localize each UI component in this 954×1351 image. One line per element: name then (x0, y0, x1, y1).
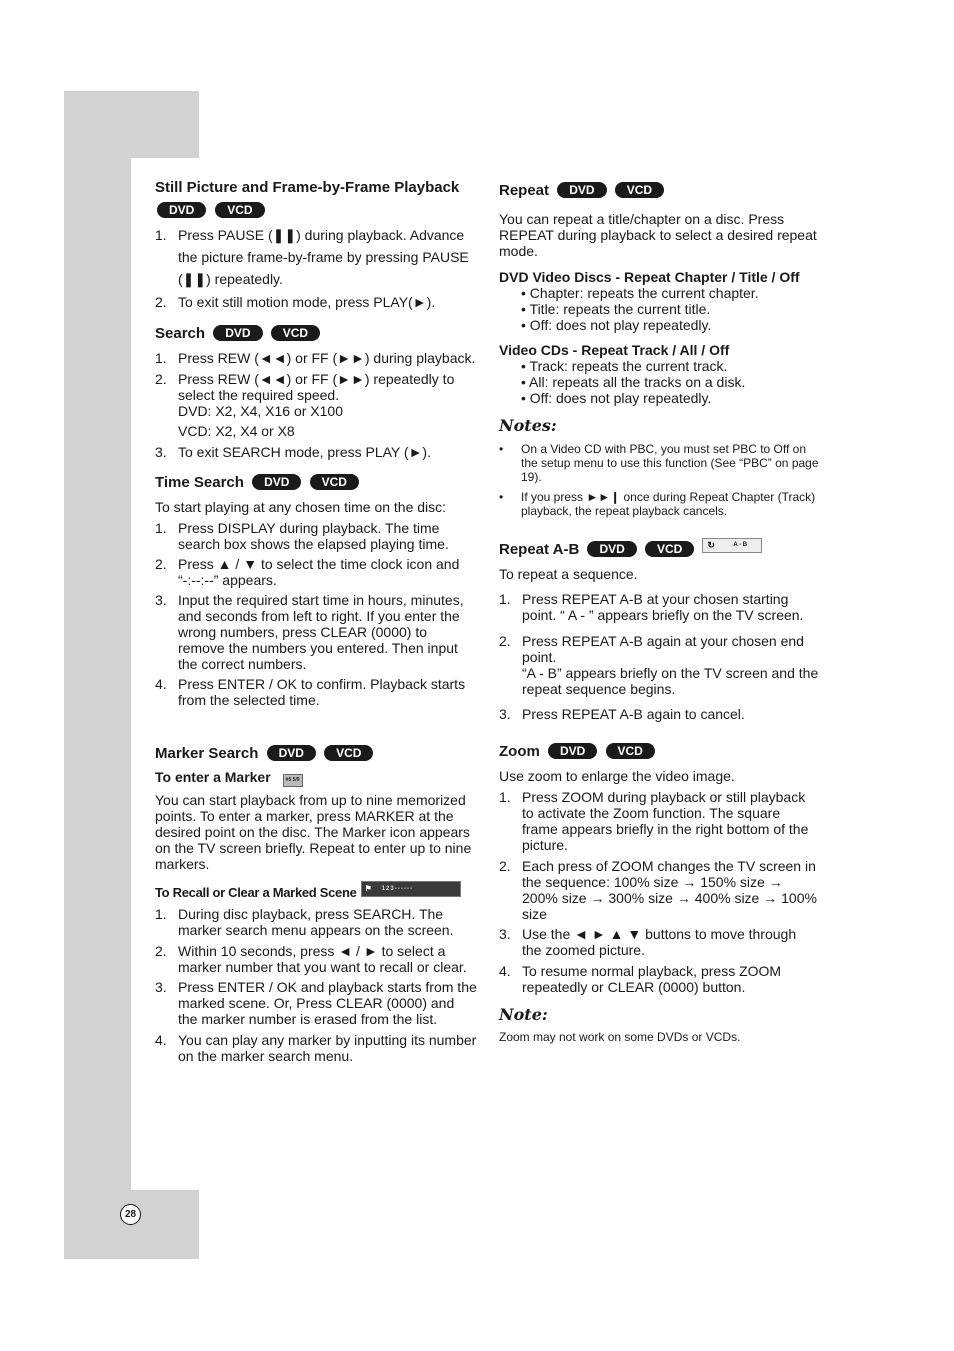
marker-search-osd-icon: ⚑ 1 2 3 - - - - - - (361, 881, 461, 897)
list-item: 1. During disc playback, press SEARCH. The marker search menu appears on the screen. (155, 906, 454, 938)
notes-list (499, 442, 819, 518)
list-item: 4. To resume normal playback, press ZOOM repeatedly or CLEAR (0000) button. (499, 963, 782, 995)
section-intro: You can repeat a title/chapter on a disc. Press REPEAT during playback to select a desired repeat mode. (499, 211, 817, 259)
list-item: • Off: does not play repeatedly. (521, 390, 712, 406)
list-item: 3. Input the required start time in hours, minutes, and seconds from left to right. If you enter the wrong numbers, press CLEAR (0000) to remove the numbers you entered. Then input the correct numbers. (155, 592, 464, 672)
list-item: • All: repeats all the tracks on a disk. (521, 374, 746, 390)
time-search-section (155, 473, 477, 708)
zoom-steps (499, 789, 819, 995)
search-section (155, 324, 477, 460)
dvd-repeat-bullets (499, 285, 819, 333)
vcd-badge: VCD (324, 745, 373, 761)
list-item: 2. To exit still motion mode, press PLAY(►). (155, 294, 436, 310)
marker-steps (155, 906, 477, 1064)
list-item: 1. Press ZOOM during playback or still playback to activate the Zoom function. The square frame appears briefly in the right bottom of the picture. (499, 789, 809, 853)
list-item: • If you press ►►❙ once during Repeat Chapter (Track) playback, the repeat playback cancels. (499, 490, 816, 518)
dvd-badge: DVD (252, 474, 301, 490)
still-steps (155, 224, 477, 310)
margin-band-top (64, 91, 199, 158)
list-item: 3. Press REPEAT A-B again to cancel. (499, 706, 745, 722)
list-item: • On a Video CD with PBC, you must set PBC to Off on the setup menu to use this function (See “PBC” on page 19). (499, 442, 819, 484)
list-item: 2. Press REPEAT A-B again at your chosen end point. “A - B” appears briefly on the TV screen and the repeat sequence begins. (499, 633, 819, 697)
section-title: Search DVD VCD (155, 324, 477, 344)
enter-marker-heading: To enter a Marker #5 5/9 (155, 769, 477, 787)
vcd-badge: VCD (606, 743, 655, 759)
list-item: 1. Press REPEAT A-B at your chosen starting point. “ A - ” appears briefly on the TV screen. (499, 591, 804, 623)
list-item: 1. Press PAUSE (❚❚) during playback. Advance the picture frame-by-frame by pressing PAUSE (❚❚) repeatedly. (155, 227, 469, 287)
dvd-badge: DVD (587, 541, 636, 557)
section-intro: To repeat a sequence. (499, 566, 638, 582)
vcd-badge: VCD (615, 182, 664, 198)
time-search-steps (155, 520, 477, 708)
list-item: • Chapter: repeats the current chapter. (521, 285, 759, 301)
list-item: 2. Within 10 seconds, press ◄ / ► to select a marker number that you want to recall or clear. (155, 943, 467, 975)
vcd-badge: VCD (271, 325, 320, 341)
list-item: 3. Use the ◄ ► ▲ ▼ buttons to move through the zoomed picture. (499, 926, 797, 958)
vcd-repeat-bullets (499, 358, 819, 406)
repeat-ab-section (499, 538, 819, 722)
list-item: 2. Press ▲ / ▼ to select the time clock icon and “-:--:--” appears. (155, 556, 460, 588)
marker-search-section (155, 744, 477, 1064)
dvd-badge: DVD (548, 743, 597, 759)
list-item: • Title: repeats the current title. (521, 301, 711, 317)
enter-marker-text: You can start playback from up to nine memorized points. To enter a marker, press MARKER at the desired point on the disc. The Marker icon appears on the TV screen briefly. Repeat to enter up to nine markers. (155, 792, 472, 872)
section-title: Still Picture and Frame-by-Frame Playback (155, 179, 460, 196)
repeat-icon: ↻ (707, 540, 715, 550)
repeat-ab-osd-icon: ↻ A - B (702, 538, 762, 553)
list-item: 2. Press REW (◄◄) or FF (►►) repeatedly to select the required speed. DVD: X2, X4, X16 or X100 VCD: X2, X4 or X8 (155, 371, 455, 439)
badge-row (155, 202, 477, 218)
dvd-badge: DVD (267, 745, 316, 761)
list-item: 3. To exit SEARCH mode, press PLAY (►). (155, 444, 431, 460)
list-item: • Off: does not play repeatedly. (521, 317, 712, 333)
list-item: 4. You can play any marker by inputting its number on the marker search menu. (155, 1032, 477, 1064)
list-item: 4. Press ENTER / OK to confirm. Playback starts from the selected time. (155, 676, 466, 708)
list-item: 1. Press DISPLAY during playback. The time search box shows the elapsed playing time. (155, 520, 449, 552)
dvd-badge: DVD (157, 202, 206, 218)
section-title: Repeat A-B DVD VCD ↻ A - B (499, 538, 819, 560)
dvd-repeat-heading: DVD Video Discs - Repeat Chapter / Title / Off (499, 269, 800, 285)
repeat-section (499, 181, 819, 518)
vcd-repeat-heading: Video CDs - Repeat Track / All / Off (499, 342, 730, 358)
section-title: Repeat DVD VCD (499, 181, 819, 201)
section-intro: Use zoom to enlarge the video image. (499, 768, 735, 784)
search-steps (155, 350, 477, 460)
note-text: Zoom may not work on some DVDs or VCDs. (499, 1030, 741, 1044)
section-title: Zoom DVD VCD (499, 742, 819, 762)
list-item: 1. Press REW (◄◄) or FF (►►) during playback. (155, 350, 476, 366)
page-number: 28 (120, 1204, 141, 1225)
section-title: Marker Search DVD VCD (155, 744, 477, 764)
note-heading: Note: (499, 1005, 548, 1024)
right-column (499, 181, 819, 1044)
notes-heading: Notes: (499, 416, 557, 435)
vcd-badge: VCD (645, 541, 694, 557)
dvd-badge: DVD (213, 325, 262, 341)
marker-osd-icon: #5 5/9 (283, 774, 303, 787)
margin-band-left (64, 158, 131, 1190)
zoom-section (499, 742, 819, 1044)
section-intro: To start playing at any chosen time on the disc: (155, 499, 447, 515)
recall-marker-heading: To Recall or Clear a Marked Scene ⚑ 1 2 3 - - - - - - (155, 881, 477, 901)
vcd-badge: VCD (310, 474, 359, 490)
list-item: 2. Each press of ZOOM changes the TV screen in the sequence: 100% size → 150% size → 200% size → 300% size → 400% size → 100% size (499, 858, 817, 922)
section-title: Time Search DVD VCD (155, 473, 477, 493)
list-item: • Track: repeats the current track. (521, 358, 728, 374)
still-picture-section (155, 178, 477, 310)
left-column (155, 178, 477, 1064)
list-item: 3. Press ENTER / OK and playback starts from the marked scene. Or, Press CLEAR (0000) and the marker number is erased from the list. (155, 979, 477, 1027)
dvd-badge: DVD (557, 182, 606, 198)
vcd-badge: VCD (215, 202, 264, 218)
repeat-ab-steps (499, 591, 819, 722)
